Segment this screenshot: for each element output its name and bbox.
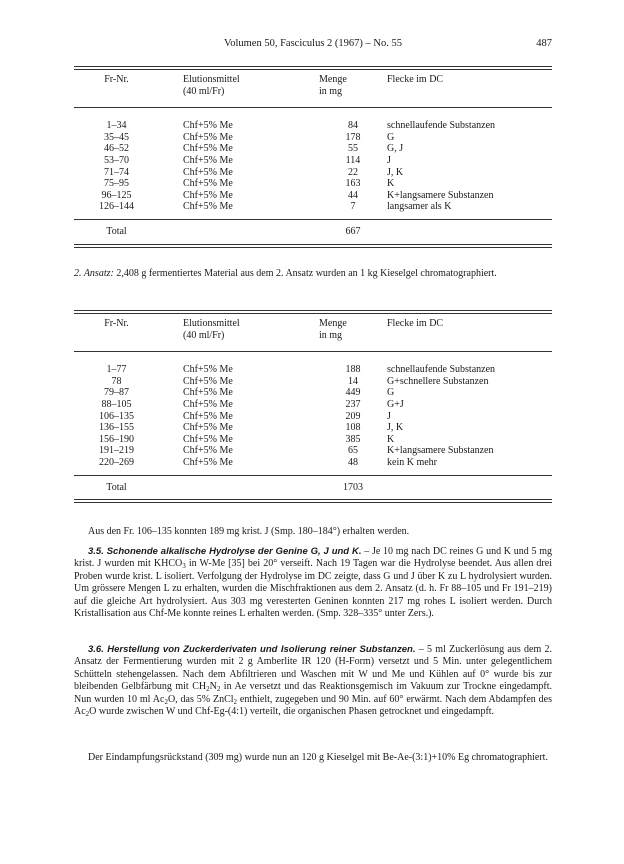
table-row [74,387,552,399]
paragraph-ansatz [74,268,552,280]
spots-cell: kein K mehr [387,456,437,468]
section-3-6-text-f: O wurde zwischen W und Chf-Eg-(4:1) verteilt, die organischen Phasen getrocknet und eingedampft. [89,706,495,718]
spots-cell: G, J [387,143,404,155]
amount-cell: 209 [345,410,361,422]
amount-cell: 237 [345,398,361,410]
eluent-cell: Chf+5% Me [183,422,233,434]
section-3-6-text-b: N [209,681,217,693]
header-spots: Flecke im DC [387,74,444,85]
header-eluent-line2: (40 ml/Fr) [183,329,225,341]
spots-cell: G+J [387,398,404,410]
eluent-cell: Chf+5% Me [183,456,233,468]
eluent-cell: Chf+5% Me [183,375,233,387]
eluent-cell: Chf+5% Me [183,120,233,132]
table-row [74,364,552,376]
amount-cell: 14 [348,375,358,387]
total-row [74,226,552,238]
eluent-cell: Chf+5% Me [183,131,233,143]
header-eluent [159,318,295,341]
section-3-5 [74,546,552,620]
fraction-cell: 136–155 [99,422,134,434]
amount-cell: 55 [348,143,358,155]
table-row [74,167,552,179]
section-3-6-sub-c: 2 [164,697,168,706]
amount-cell: 449 [345,387,361,399]
eluent-cell: Chf+5% Me [183,445,233,457]
fraction-table-1 [74,66,552,248]
section-3-6-text-e: enthielt, zugegeben und 90 Min. auf 60° erwärmt. Nach dem Abdampfen des Ac [74,693,552,718]
total-value: 667 [345,225,361,237]
ansatz-text: 2,408 g fermentiertes Material aus dem 2. Ansatz wurden an 1 kg Kieselgel chromatographiert. [113,268,497,279]
section-3-6-heading: 3.6. Herstellung von Zuckerderivaten und Isolierung reiner Substanzen. [88,644,416,655]
header-amount-line1: Menge [319,318,347,329]
eluent-cell: Chf+5% Me [183,410,233,422]
header-spots: Flecke im DC [387,318,444,329]
paragraph-final [74,752,552,764]
fraction-cell: 1–77 [106,364,127,376]
spots-cell: K+langsamere Substanzen [387,189,494,201]
section-3-5-text-a: – Je 10 mg nach DC reines G und K und 5 mg krist. J wurden mit KHCO [74,546,552,570]
eluent-cell: Chf+5% Me [183,433,233,445]
section-3-6 [74,644,552,718]
section-3-6-text-a: – 5 ml Zuckerlösung aus dem 2. Ansatz der Fermentierung wurden mit 2 g Amberlite IR 120 (H-Form) versetzt und 5 Min. unter gelegentlichem Schütteln stehengelassen. Nach dem Abfiltrieren und Waschen mit W und Me und Kühlen auf 0° wurde bis zur bleibenden Gelbfärbung mit CH [74,644,552,693]
table-row [74,399,552,411]
eluent-cell: Chf+5% Me [183,166,233,178]
fraction-cell: 88–105 [101,398,132,410]
table-row [74,457,552,469]
spots-cell: J [387,410,391,422]
section-3-5-sub-a: 3 [182,562,186,571]
header-amount-line1: Menge [319,74,347,85]
spots-cell: J [387,154,391,166]
table-row [74,143,552,155]
section-3-6-text-c: in Ae versetzt und das Reaktionsgemisch im Vakuum zur Trockne eingedampft. Nun wurden 10 ml Ac [74,681,553,705]
fraction-cell: 75–95 [104,178,129,190]
page-number: 487 [536,38,552,49]
amount-cell: 385 [345,433,361,445]
journal-header: Volumen 50, Fasciculus 2 (1967) – No. 55 [223,38,402,49]
amount-cell: 163 [345,178,361,190]
fraction-cell: 126–144 [99,201,134,213]
paragraph-fractions [74,526,552,538]
table-row [74,201,552,213]
table-header-row [74,318,552,341]
table-row [74,434,552,446]
amount-cell: 22 [348,166,358,178]
fraction-cell: 53–70 [104,154,129,166]
header-eluent-line1: Elutionsmittel [183,74,240,85]
header-fraction: Fr-Nr. [104,74,129,85]
table-row [74,155,552,167]
eluent-cell: Chf+5% Me [183,201,233,213]
header-amount-line2: in mg [319,85,343,97]
header-amount-line2: in mg [319,329,343,341]
eluent-cell: Chf+5% Me [183,364,233,376]
eluent-cell: Chf+5% Me [183,178,233,190]
table-row [74,178,552,190]
total-label: Total [106,225,127,237]
fraction-cell: 78 [111,375,122,387]
header-amount [295,74,387,97]
spots-cell: K [387,433,395,445]
header-eluent-line1: Elutionsmittel [183,318,240,329]
section-3-5-text-b: in W-Me [35] bei 20° verseift. Nach 19 Tagen war die Hydrolyse beendet. Aus allen drei Proben wurde krist. L isoliert. Verfolgung der Hydrolyse im DC zeigte, dass G und J über K zu L hydrolysiert wurden. Um grössere Mengen L zu erhalten, wurden die Mischfraktionen aus dem 2. Ansatz (d. h. Fr 88–105 und Fr 191–219) auf die gleiche Art hydrolysiert. Aus 303 mg veresterten Geninen konnten 217 mg rohes L isoliert werden. Durch Kristallisation aus Chf-Me konnte reines L erhalten werden. (Smp. 328–335° unter Zers.). [74,558,552,620]
fraction-cell: 46–52 [104,143,129,155]
running-header [74,38,552,52]
section-3-6-text-d: O, das 5% ZnCl [167,693,234,705]
spots-cell: J, K [387,166,404,178]
fractions-text: Aus den Fr. 106–135 konnten 189 mg krist. J (Smp. 180–184°) erhalten werden. [88,526,410,537]
section-3-6-sub-d: 2 [233,697,238,706]
spots-cell: K+langsamere Substanzen [387,445,494,457]
fraction-cell: 79–87 [104,387,129,399]
table-body [74,364,552,468]
table-row [74,190,552,202]
header-fraction: Fr-Nr. [104,318,129,329]
eluent-cell: Chf+5% Me [183,154,233,166]
spots-cell: langsamer als K [387,201,452,213]
amount-cell: 65 [348,445,358,457]
table-row [74,411,552,423]
table-row [74,132,552,144]
header-eluent-line2: (40 ml/Fr) [183,85,225,97]
fraction-table-2 [74,310,552,503]
fraction-cell: 106–135 [99,410,134,422]
total-row [74,482,552,494]
amount-cell: 48 [348,456,358,468]
fraction-cell: 220–269 [99,456,134,468]
eluent-cell: Chf+5% Me [183,143,233,155]
eluent-cell: Chf+5% Me [183,387,233,399]
spots-cell: J, K [387,422,404,434]
total-value: 1703 [343,481,363,493]
spots-cell: K [387,178,395,190]
amount-cell: 188 [345,364,361,376]
table-row [74,120,552,132]
spots-cell: G [387,387,395,399]
table-row [74,376,552,388]
fraction-cell: 191–219 [99,445,134,457]
section-3-5-heading: 3.5. Schonende alkalische Hydrolyse der Genine G, J und K. [88,546,362,557]
eluent-cell: Chf+5% Me [183,189,233,201]
table-row [74,422,552,434]
header-eluent [159,74,295,97]
fraction-cell: 71–74 [104,166,129,178]
spots-cell: G+schnellere Substanzen [387,375,489,387]
table-header-row [74,74,552,97]
spots-cell: G [387,131,395,143]
table-body [74,120,552,213]
section-3-6-sub-b: 2 [216,685,221,694]
section-3-6-sub-a: 2 [206,685,210,694]
ansatz-label: 2. Ansatz: [74,268,114,279]
amount-cell: 114 [345,154,361,166]
fraction-cell: 1–34 [106,120,127,132]
fraction-cell: 96–125 [101,189,132,201]
table-row [74,445,552,457]
eluent-cell: Chf+5% Me [183,398,233,410]
amount-cell: 178 [345,131,361,143]
header-amount [295,318,387,341]
spots-cell: schnellaufende Substanzen [387,120,496,132]
amount-cell: 7 [350,201,356,213]
fraction-cell: 156–190 [99,433,134,445]
section-3-6-sub-e: 2 [85,710,90,719]
total-label: Total [106,481,127,493]
spots-cell: schnellaufende Substanzen [387,364,496,376]
amount-cell: 84 [348,120,358,132]
final-text: Der Eindampfungsrückstand (309 mg) wurde nun an 120 g Kieselgel mit Be-Ae-(3:1)+10% Eg chromatographiert. [88,752,548,763]
amount-cell: 44 [348,189,358,201]
fraction-cell: 35–45 [104,131,129,143]
amount-cell: 108 [345,422,361,434]
